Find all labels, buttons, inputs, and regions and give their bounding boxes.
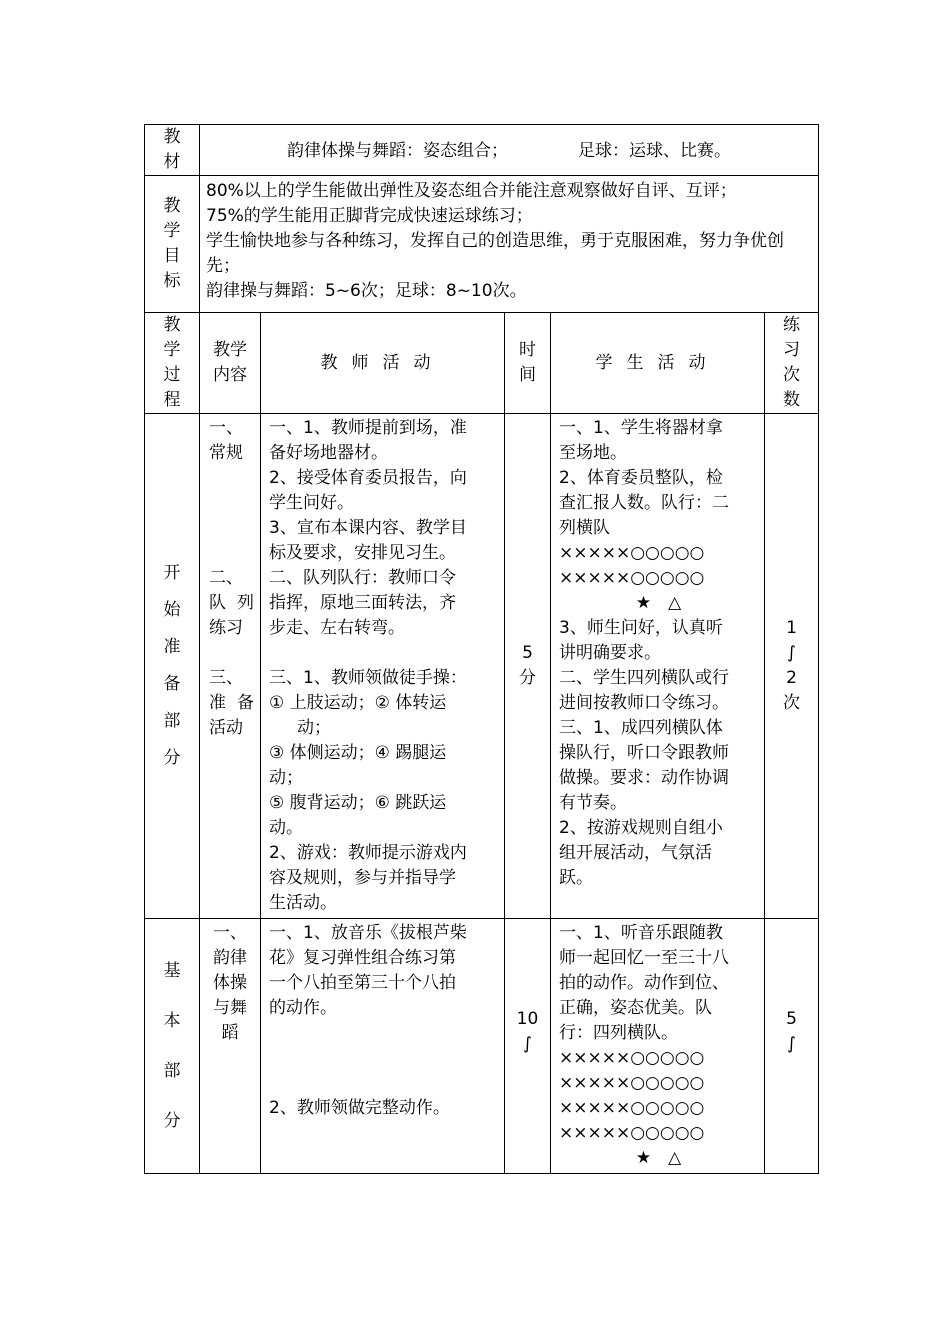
- student-line: 正确，姿态优美。队: [559, 998, 712, 1018]
- student-line: 2、按游戏规则自组小: [559, 818, 723, 838]
- header-time: 时 间: [505, 313, 551, 414]
- teacher-line: 生活动。: [269, 893, 337, 913]
- basic-section-row: [145, 919, 819, 1174]
- header-row: [145, 313, 819, 414]
- content-item: 练习: [209, 618, 243, 638]
- goals-row: [145, 176, 819, 313]
- header-practice: 练 习 次 数: [765, 313, 819, 414]
- teacher-line: 动；: [269, 768, 303, 788]
- student-line: 操队行，听口令跟教师: [559, 743, 729, 763]
- teacher-line: 备好场地器材。: [269, 443, 388, 463]
- basic-practice-count: 5 ∫: [765, 919, 819, 1174]
- teacher-line: 动。: [269, 818, 303, 838]
- start-student-activity: [551, 414, 765, 919]
- student-line: 列横队: [559, 518, 610, 538]
- goal-line: 75%的学生能用正脚背完成快速运球练习；: [206, 206, 533, 226]
- start-content: [200, 414, 261, 919]
- student-line: 组开展活动，气氛活: [559, 843, 712, 863]
- teacher-line: 3、宣布本课内容、教学目: [269, 518, 467, 538]
- header-content: 教学 内容: [200, 313, 261, 414]
- formation-row: ×××××○○○○○: [559, 1073, 705, 1093]
- teacher-line: 2、接受体育委员报告，向: [269, 468, 467, 488]
- formation-markers: ★ △: [635, 593, 682, 613]
- content-item: 与舞: [213, 998, 247, 1018]
- goal-line: 学生愉快地参与各种练习，发挥自己的创造思维，勇于克服困难，努力争优创先；: [206, 231, 784, 276]
- formation-markers: ★ △: [635, 1148, 682, 1168]
- teacher-line: 2、教师领做完整动作。: [269, 1098, 450, 1118]
- teacher-line: 指挥，原地三面转法，齐: [269, 593, 456, 613]
- start-section-row: [145, 414, 819, 919]
- teacher-line: 一、1、放音乐《拔根芦柴: [269, 923, 467, 943]
- content-item: 队列: [209, 593, 254, 613]
- teacher-line: 动；: [297, 718, 331, 738]
- teacher-line: 的动作。: [269, 998, 337, 1018]
- header-teacher: 教师活动: [261, 313, 505, 414]
- start-teacher-activity: [261, 414, 505, 919]
- teacher-line: ⑤ 腹背运动；⑥ 跳跃运: [269, 793, 447, 813]
- teacher-line: 一个八拍至第三十个八拍: [269, 973, 456, 993]
- student-line: 讲明确要求。: [559, 643, 661, 663]
- materials-label: 教 材: [145, 125, 200, 176]
- content-item: 体操: [213, 973, 247, 993]
- teacher-line: 步走、左右转弯。: [269, 618, 405, 638]
- header-student: 学生活动: [551, 313, 765, 414]
- formation-row: ×××××○○○○○: [559, 568, 705, 588]
- teacher-line: ① 上肢运动；② 体转运: [269, 693, 447, 713]
- student-line: 一、1、学生将器材拿: [559, 418, 723, 438]
- goals-label: 教 学 目 标: [145, 176, 200, 313]
- teacher-line: 花》复习弹性组合练习第: [269, 948, 456, 968]
- teacher-line: 二、队列队行：教师口令: [269, 568, 456, 588]
- student-line: 3、师生问好，认真听: [559, 618, 723, 638]
- student-line: 做操。要求：动作协调: [559, 768, 729, 788]
- teacher-line: 一、1、教师提前到场，准: [269, 418, 467, 438]
- student-line: 师一起回忆一至三十八: [559, 948, 729, 968]
- content-item: 三、: [209, 668, 243, 688]
- basic-teacher-activity: [261, 919, 505, 1174]
- lesson-plan-table: [144, 124, 819, 1174]
- formation-row: ×××××○○○○○: [559, 1123, 705, 1143]
- materials-football: 足球：运球、比赛。: [578, 140, 731, 161]
- teacher-line: 容及规则，参与并指导学: [269, 868, 456, 888]
- student-line: 跃。: [559, 868, 593, 888]
- content-item: 准备: [209, 693, 254, 713]
- materials-rhythm: 韵律体操与舞蹈：姿态组合；: [287, 140, 508, 161]
- goal-line: 80%以上的学生能做出弹性及姿态组合并能注意观察做好自评、互评；: [206, 181, 737, 201]
- basic-student-activity: [551, 919, 765, 1174]
- start-practice-count: 1 ∫ 2 次: [765, 414, 819, 919]
- teacher-line: 学生问好。: [269, 493, 354, 513]
- start-time: 5 分: [505, 414, 551, 919]
- materials-content: [200, 125, 819, 176]
- student-line: 至场地。: [559, 443, 627, 463]
- formation-row: ×××××○○○○○: [559, 543, 705, 563]
- teacher-line: 标及要求，安排见习生。: [269, 543, 456, 563]
- content-item: 二、: [209, 568, 243, 588]
- header-process: 教 学 过 程: [145, 313, 200, 414]
- basic-time: 10 ∫: [505, 919, 551, 1174]
- student-line: 行：四列横队。: [559, 1023, 678, 1043]
- content-item: 活动: [209, 718, 243, 738]
- basic-content: [200, 919, 261, 1174]
- teacher-line: ③ 体侧运动；④ 踢腿运: [269, 743, 447, 763]
- basic-section-label: 基 本 部 分: [145, 919, 200, 1174]
- start-section-label: 开 始 准 备 部 分: [145, 414, 200, 919]
- student-line: 有节奏。: [559, 793, 627, 813]
- formation-row: ×××××○○○○○: [559, 1048, 705, 1068]
- student-line: 拍的动作。动作到位、: [559, 973, 729, 993]
- student-line: 进间按教师口令练习。: [559, 693, 729, 713]
- teacher-line: 2、游戏：教师提示游戏内: [269, 843, 467, 863]
- content-item: 韵律: [213, 948, 247, 968]
- content-item: 常规: [209, 443, 243, 463]
- teacher-line: 三、1、教师领做徒手操：: [269, 668, 467, 688]
- goals-content: [200, 176, 819, 313]
- student-line: 一、1、听音乐跟随教: [559, 923, 723, 943]
- student-line: 三、1、成四列横队体: [559, 718, 723, 738]
- content-item: 一、: [209, 418, 243, 438]
- goal-line: 韵律操与舞蹈：5~6次；足球：8~10次。: [206, 281, 527, 301]
- materials-row: [145, 125, 819, 176]
- student-line: 查汇报人数。队行：二: [559, 493, 729, 513]
- student-line: 2、体育委员整队，检: [559, 468, 723, 488]
- content-item: 蹈: [221, 1023, 239, 1043]
- content-item: 一、: [213, 923, 247, 943]
- formation-row: ×××××○○○○○: [559, 1098, 705, 1118]
- student-line: 二、学生四列横队或行: [559, 668, 729, 688]
